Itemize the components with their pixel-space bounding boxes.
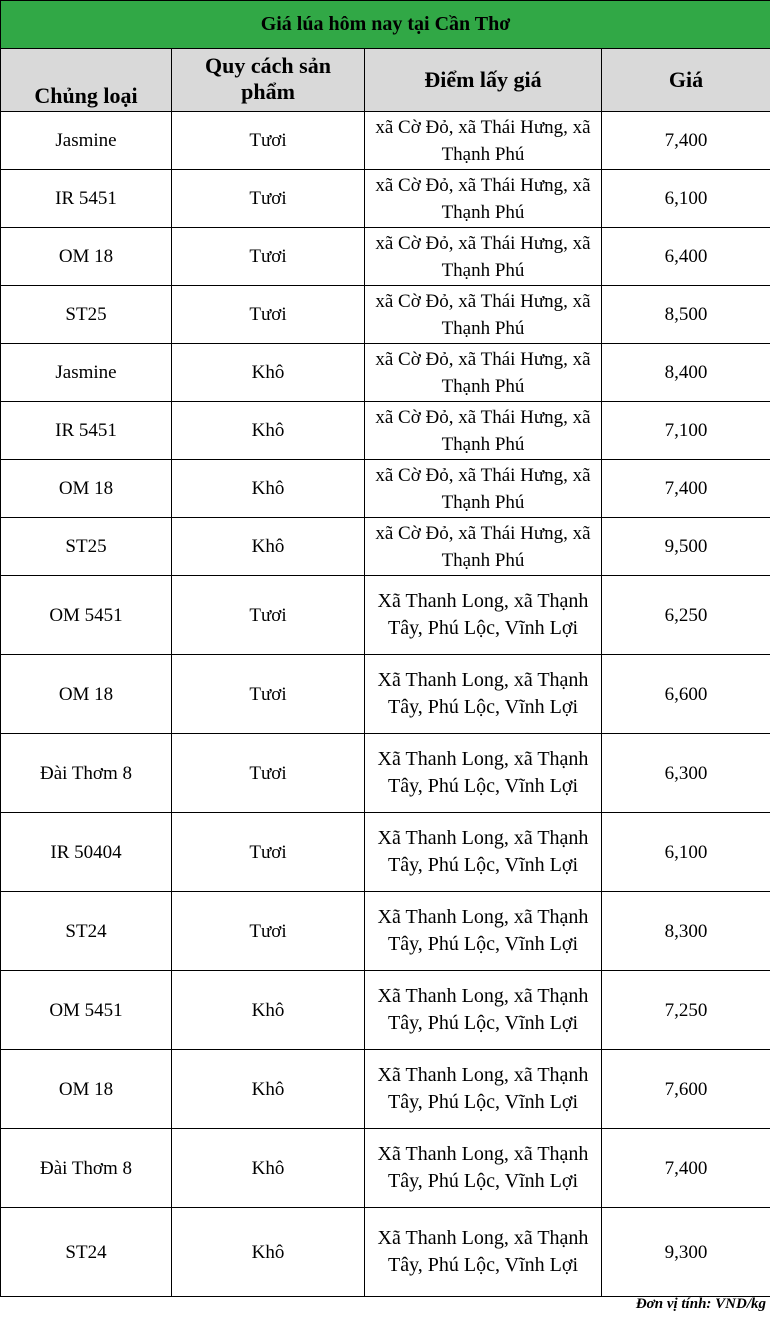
cell-location: xã Cờ Đỏ, xã Thái Hưng, xã Thạnh Phú [365,228,602,286]
cell-variety: IR 50404 [1,813,172,892]
cell-spec: Tươi [172,576,365,655]
cell-location: xã Cờ Đỏ, xã Thái Hưng, xã Thạnh Phú [365,112,602,170]
cell-price: 8,500 [602,286,770,344]
table-row [1,170,770,228]
cell-price: 7,250 [602,971,770,1050]
cell-location: Xã Thanh Long, xã Thạnh Tây, Phú Lộc, Vĩnh Lợi [365,971,602,1050]
table-row [1,518,770,576]
table-body [1,112,770,1297]
unit-note: Đơn vị tính: VND/kg [635,1296,766,1312]
table-row [1,228,770,286]
cell-spec: Khô [172,971,365,1050]
cell-price: 8,400 [602,344,770,402]
cell-variety: Đài Thơm 8 [1,734,172,813]
table-row [1,344,770,402]
table-row [1,892,770,971]
table-row [1,402,770,460]
cell-variety: ST24 [1,1208,172,1297]
table-row [1,460,770,518]
table-row [1,734,770,813]
cell-location: Xã Thanh Long, xã Thạnh Tây, Phú Lộc, Vĩnh Lợi [365,1129,602,1208]
cell-spec: Khô [172,1129,365,1208]
cell-variety: ST25 [1,518,172,576]
cell-price: 6,250 [602,576,770,655]
cell-location: Xã Thanh Long, xã Thạnh Tây, Phú Lộc, Vĩnh Lợi [365,1050,602,1129]
cell-price: 7,600 [602,1050,770,1129]
cell-price: 7,400 [602,1129,770,1208]
cell-variety: OM 18 [1,228,172,286]
cell-spec: Khô [172,1050,365,1129]
cell-price: 9,500 [602,518,770,576]
cell-spec: Khô [172,518,365,576]
cell-spec: Khô [172,460,365,518]
cell-location: xã Cờ Đỏ, xã Thái Hưng, xã Thạnh Phú [365,460,602,518]
cell-location: Xã Thanh Long, xã Thạnh Tây, Phú Lộc, Vĩnh Lợi [365,892,602,971]
cell-variety: OM 18 [1,655,172,734]
cell-price: 6,100 [602,170,770,228]
table-row [1,1050,770,1129]
cell-spec: Tươi [172,228,365,286]
cell-location: xã Cờ Đỏ, xã Thái Hưng, xã Thạnh Phú [365,286,602,344]
cell-price: 6,400 [602,228,770,286]
cell-spec: Tươi [172,112,365,170]
cell-spec: Tươi [172,286,365,344]
cell-price: 8,300 [602,892,770,971]
cell-variety: Jasmine [1,344,172,402]
header-variety: Chủng loại [1,49,172,112]
cell-price: 9,300 [602,1208,770,1297]
cell-location: Xã Thanh Long, xã Thạnh Tây, Phú Lộc, Vĩnh Lợi [365,734,602,813]
cell-location: Xã Thanh Long, xã Thạnh Tây, Phú Lộc, Vĩnh Lợi [365,576,602,655]
table-row [1,655,770,734]
cell-variety: OM 18 [1,460,172,518]
table-row [1,1208,770,1297]
cell-location: Xã Thanh Long, xã Thạnh Tây, Phú Lộc, Vĩnh Lợi [365,1208,602,1297]
cell-price: 6,300 [602,734,770,813]
cell-spec: Khô [172,1208,365,1297]
cell-variety: OM 5451 [1,576,172,655]
cell-price: 7,400 [602,112,770,170]
header-spec: Quy cách sản phẩm [172,49,365,112]
table-row [1,813,770,892]
header-location: Điểm lấy giá [365,49,602,112]
cell-variety: OM 5451 [1,971,172,1050]
table-row [1,1129,770,1208]
cell-spec: Tươi [172,892,365,971]
cell-location: xã Cờ Đỏ, xã Thái Hưng, xã Thạnh Phú [365,170,602,228]
cell-spec: Khô [172,402,365,460]
cell-variety: OM 18 [1,1050,172,1129]
table-title: Giá lúa hôm nay tại Cần Thơ [1,1,770,49]
cell-price: 7,100 [602,402,770,460]
cell-location: xã Cờ Đỏ, xã Thái Hưng, xã Thạnh Phú [365,402,602,460]
cell-spec: Tươi [172,655,365,734]
cell-location: Xã Thanh Long, xã Thạnh Tây, Phú Lộc, Vĩnh Lợi [365,813,602,892]
cell-location: xã Cờ Đỏ, xã Thái Hưng, xã Thạnh Phú [365,344,602,402]
cell-variety: ST24 [1,892,172,971]
cell-price: 6,100 [602,813,770,892]
header-price: Giá [602,49,770,112]
cell-price: 6,600 [602,655,770,734]
cell-variety: Jasmine [1,112,172,170]
cell-variety: IR 5451 [1,402,172,460]
table-row [1,971,770,1050]
cell-location: Xã Thanh Long, xã Thạnh Tây, Phú Lộc, Vĩnh Lợi [365,655,602,734]
cell-variety: ST25 [1,286,172,344]
cell-variety: Đài Thơm 8 [1,1129,172,1208]
table-row [1,112,770,170]
table-row [1,286,770,344]
cell-spec: Tươi [172,734,365,813]
cell-variety: IR 5451 [1,170,172,228]
cell-location: xã Cờ Đỏ, xã Thái Hưng, xã Thạnh Phú [365,518,602,576]
cell-price: 7,400 [602,460,770,518]
cell-spec: Khô [172,344,365,402]
table-row [1,576,770,655]
cell-spec: Tươi [172,813,365,892]
cell-spec: Tươi [172,170,365,228]
